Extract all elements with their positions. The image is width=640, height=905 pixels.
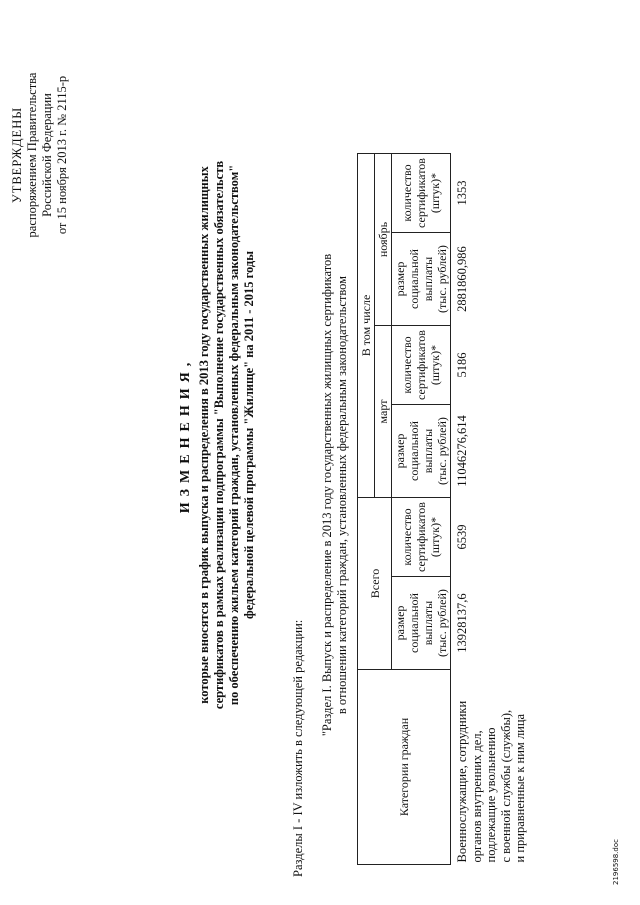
header-text: (тыс. рублей) <box>435 417 449 485</box>
category-text: подлежащие увольнению <box>484 727 498 863</box>
document-title <box>178 105 257 765</box>
header-total: Всего <box>358 498 392 670</box>
header-text: выплаты <box>421 256 435 302</box>
header-text: выплаты <box>421 428 435 474</box>
title-line: по обеспечению жильем категорий граждан, установленных федеральным законодательством" <box>227 164 241 706</box>
header-text: размер <box>393 433 407 469</box>
header-november: ноябрь <box>375 154 392 326</box>
header-including: В том числе <box>358 154 375 498</box>
header-text: количество <box>400 508 414 566</box>
header-count <box>392 154 451 233</box>
november-count-value: 1353 <box>455 180 469 206</box>
table-row <box>451 154 529 865</box>
header-text: (штук)* <box>428 344 442 386</box>
header-text: (штук)* <box>428 172 442 214</box>
category-text: органов внутренних дел, <box>469 730 484 863</box>
category-text: с военной службы (службы), <box>498 709 513 863</box>
section-line: "Раздел I. Выпуск и распределение в 2013 году государственных жилищных сертификатов <box>320 253 334 737</box>
march-size-value: 11046276,614 <box>455 415 469 487</box>
section-line: в отношении категорий граждан, установленных федеральным законодательством <box>335 275 349 715</box>
category-text: и приравненные к ним лица <box>513 713 527 863</box>
section-title <box>320 195 350 795</box>
title-line: федеральной целевой программы "Жилище" на 2011 - 2015 годы <box>242 251 256 620</box>
header-text: (штук)* <box>428 516 442 558</box>
header-text: социальной <box>407 421 421 481</box>
header-text: выплаты <box>421 600 435 646</box>
title-line: сертификатов в рамках реализации подпрограммы "Выполнение государственных обязательств <box>212 160 226 710</box>
march-count-value: 5186 <box>455 352 469 378</box>
approval-date: от 15 ноября 2013 г. № 2115-р <box>55 75 69 235</box>
header-text: (тыс. рублей) <box>435 589 449 657</box>
title-heading: ИЗМЕНЕНИЯ, <box>178 356 193 514</box>
header-count <box>392 326 451 405</box>
approval-line: Российской Федерации <box>40 93 54 217</box>
intro-text: Разделы I - IV изложить в следующей редакции: <box>291 619 305 877</box>
approval-stamp <box>10 25 70 285</box>
header-count <box>392 498 451 577</box>
approval-line: распоряжением Правительства <box>25 72 39 238</box>
row-category <box>451 670 529 865</box>
header-text: размер <box>393 605 407 641</box>
file-footer: 2196598.doc <box>612 839 620 885</box>
header-text: (тыс. рублей) <box>435 245 449 313</box>
header-size <box>392 577 451 670</box>
header-row <box>358 154 375 865</box>
header-march: март <box>375 326 392 498</box>
header-text: сертификатов <box>414 502 428 572</box>
november-size-value: 2881860,986 <box>455 246 469 312</box>
certificates-table <box>357 153 529 865</box>
header-size <box>392 405 451 498</box>
total-count-value: 6539 <box>455 524 469 550</box>
header-category: Категории граждан <box>358 670 451 865</box>
header-text: количество <box>400 164 414 222</box>
header-text: социальной <box>407 593 421 653</box>
header-text: размер <box>393 261 407 297</box>
header-text: количество <box>400 336 414 394</box>
total-size-value: 13928137,6 <box>455 593 469 653</box>
header-text: сертификатов <box>414 330 428 400</box>
approval-heading: УТВЕРЖДЕНЫ <box>10 106 24 204</box>
header-text: сертификатов <box>414 158 428 228</box>
header-size <box>392 233 451 326</box>
category-text: Военнослужащие, сотрудники <box>455 700 469 863</box>
header-text: социальной <box>407 249 421 309</box>
title-line: которые вносятся в график выпуска и распределения в 2013 году государственных жилищных <box>197 166 211 704</box>
